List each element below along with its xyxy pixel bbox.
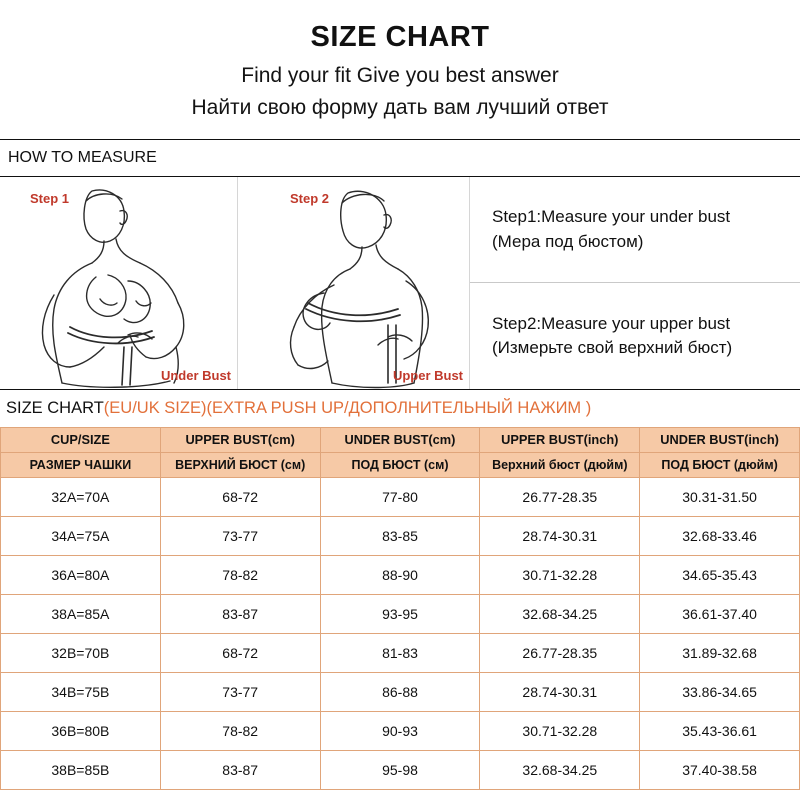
header-upper-bust-inch: UPPER BUST(inch) — [480, 427, 640, 452]
cell-upper-bust-cm: 78-82 — [160, 555, 320, 594]
figure2-step-tag: Step 2 — [290, 190, 330, 206]
cell-cup-size: 34B=75B — [1, 672, 161, 711]
step2-russian: (Измерьте свой верхний бюст) — [492, 338, 733, 358]
header-cup-size: CUP/SIZE — [1, 427, 161, 452]
cell-upper-bust-inch: 32.68-34.25 — [480, 750, 640, 789]
figure1-bust-tag: Under Bust — [160, 367, 231, 383]
header-cup-size-ru: РАЗМЕР ЧАШКИ — [1, 452, 161, 477]
cell-under-bust-inch: 31.89-32.68 — [640, 633, 800, 672]
table-row — [1, 555, 800, 594]
page-header — [0, 0, 800, 128]
table-row — [1, 516, 800, 555]
table-head — [1, 427, 800, 477]
cell-upper-bust-cm: 83-87 — [160, 750, 320, 789]
cell-upper-bust-inch: 28.74-30.31 — [480, 672, 640, 711]
cell-upper-bust-inch: 28.74-30.31 — [480, 516, 640, 555]
cell-under-bust-inch: 32.68-33.46 — [640, 516, 800, 555]
cell-upper-bust-inch: 32.68-34.25 — [480, 594, 640, 633]
cell-upper-bust-cm: 68-72 — [160, 633, 320, 672]
figure-under-bust — [0, 177, 238, 389]
cell-cup-size: 38A=85A — [1, 594, 161, 633]
table-header-row-russian — [1, 452, 800, 477]
cell-cup-size: 32B=70B — [1, 633, 161, 672]
cell-under-bust-inch: 30.31-31.50 — [640, 477, 800, 516]
step2-english: Step2:Measure your upper bust — [492, 313, 731, 333]
figure2-bust-tag: Upper Bust — [392, 367, 463, 383]
cell-upper-bust-cm: 78-82 — [160, 711, 320, 750]
step2-description — [470, 283, 800, 389]
cell-under-bust-cm: 77-80 — [320, 477, 480, 516]
table-row — [1, 672, 800, 711]
size-chart-heading-orange: (EU/UK SIZE)(EXTRA PUSH UP/ДОПОЛНИТЕЛЬНЫЙ НАЖИМ ) — [103, 398, 592, 417]
cell-under-bust-inch: 35.43-36.61 — [640, 711, 800, 750]
cell-upper-bust-inch: 26.77-28.35 — [480, 477, 640, 516]
under-bust-illustration — [0, 177, 238, 389]
step1-description — [470, 177, 800, 284]
cell-cup-size: 34A=75A — [1, 516, 161, 555]
cell-under-bust-cm: 93-95 — [320, 594, 480, 633]
cell-under-bust-cm: 81-83 — [320, 633, 480, 672]
cell-under-bust-cm: 90-93 — [320, 711, 480, 750]
cell-upper-bust-cm: 83-87 — [160, 594, 320, 633]
size-chart-table — [0, 427, 800, 790]
cell-under-bust-inch: 34.65-35.43 — [640, 555, 800, 594]
upper-bust-illustration — [238, 177, 470, 389]
cell-under-bust-inch: 37.40-38.58 — [640, 750, 800, 789]
step1-russian: (Мера под бюстом) — [492, 231, 644, 251]
table-row — [1, 477, 800, 516]
figure1-step-tag: Step 1 — [30, 190, 70, 206]
how-to-measure-label: HOW TO MEASURE — [8, 148, 157, 166]
cell-cup-size: 38B=85B — [1, 750, 161, 789]
table-row — [1, 594, 800, 633]
header-upper-bust-inch-ru: Верхний бюст (дюйм) — [480, 452, 640, 477]
cell-upper-bust-inch: 30.71-32.28 — [480, 555, 640, 594]
size-chart-heading-black: SIZE CHART — [6, 398, 104, 417]
header-upper-bust-cm-ru: ВЕРХНИЙ БЮСТ (см) — [160, 452, 320, 477]
table-header-row-english — [1, 427, 800, 452]
cell-upper-bust-inch: 26.77-28.35 — [480, 633, 640, 672]
cell-upper-bust-cm: 73-77 — [160, 516, 320, 555]
cell-under-bust-inch: 33.86-34.65 — [640, 672, 800, 711]
table-row — [1, 633, 800, 672]
cell-cup-size: 36A=80A — [1, 555, 161, 594]
cell-under-bust-cm: 88-90 — [320, 555, 480, 594]
cell-upper-bust-cm: 68-72 — [160, 477, 320, 516]
size-chart-heading — [0, 390, 800, 427]
cell-under-bust-cm: 95-98 — [320, 750, 480, 789]
cell-upper-bust-cm: 73-77 — [160, 672, 320, 711]
header-under-bust-inch: UNDER BUST(inch) — [640, 427, 800, 452]
header-under-bust-inch-ru: ПОД БЮСТ (дюйм) — [640, 452, 800, 477]
table-row — [1, 711, 800, 750]
cell-under-bust-cm: 86-88 — [320, 672, 480, 711]
header-under-bust-cm: UNDER BUST(cm) — [320, 427, 480, 452]
how-to-measure-section — [0, 176, 800, 390]
cell-cup-size: 36B=80B — [1, 711, 161, 750]
step1-english: Step1:Measure your under bust — [492, 207, 731, 226]
page-title: SIZE CHART — [310, 21, 490, 53]
table-row — [1, 750, 800, 789]
figure-upper-bust — [238, 177, 470, 389]
cell-under-bust-inch: 36.61-37.40 — [640, 594, 800, 633]
cell-cup-size: 32A=70A — [1, 477, 161, 516]
cell-under-bust-cm: 83-85 — [320, 516, 480, 555]
step-descriptions — [470, 177, 800, 389]
cell-upper-bust-inch: 30.71-32.28 — [480, 711, 640, 750]
header-upper-bust-cm: UPPER BUST(cm) — [160, 427, 320, 452]
subtitle-russian: Найти свою форму дать вам лучший ответ — [191, 95, 609, 119]
header-under-bust-cm-ru: ПОД БЮСТ (см) — [320, 452, 480, 477]
table-body — [1, 477, 800, 789]
subtitle-english: Find your fit Give you best answer — [241, 63, 559, 87]
